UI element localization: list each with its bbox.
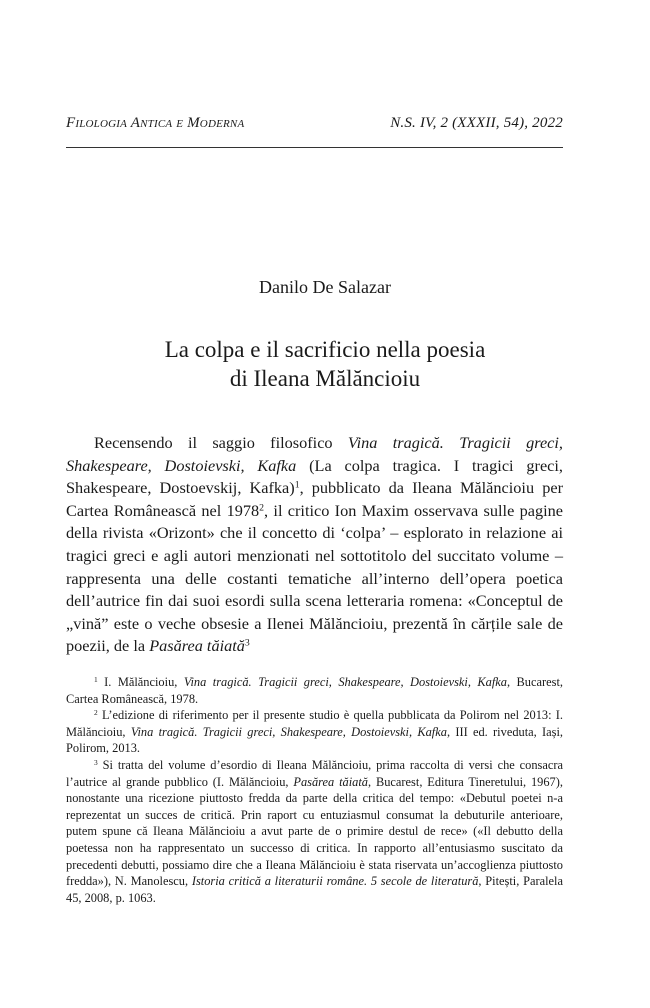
- footnote-italic: Vina tragică. Tragicii greci, Shakespeare, Dostoievski, Kafka: [183, 675, 507, 689]
- body-italic-title: Pasărea tăiată: [149, 636, 245, 656]
- footnotes: [66, 674, 563, 906]
- body-text-run: , pubblicato da Ileana Mălăncioiu per Cartea Românească nel 1978: [66, 478, 563, 520]
- footnote-ref-2[interactable]: 2: [259, 502, 265, 514]
- footnote-text: , Bucarest, Cartea Românească, 1978.: [66, 675, 563, 706]
- footnote-2: [66, 707, 563, 757]
- issue-info: N.S. IV, 2 (XXXII, 54), 2022: [390, 115, 563, 131]
- footnote-number: 3: [94, 757, 98, 767]
- footnote-number: 1: [94, 674, 98, 684]
- footnote-text: , III ed. riveduta, Iași, Polirom, 2013.: [66, 724, 564, 756]
- article-title: [0, 335, 650, 393]
- footnote-italic: Pasărea tăiată: [293, 774, 368, 789]
- footnote-text: Si tratta del volume d’esordio di Ileana Mălăncioiu, prima raccolta di versi che consacra l’autrice al grande pubblico (I. Mălăncioiu,: [66, 757, 563, 789]
- body-text: [66, 432, 563, 658]
- body-text-run: , il critico Ion Maxim osservava sulle pagine della rivista «Orizont» che il concetto di ‘colpa’ – esplorato in relazione ai tragici greci e agli autori menzionati nel sottotitolo del succitato volume – rappresenta una delle costanti tematiche all’interno dell’opera poetica dell’autrice fin dai suoi esordi sulla scena letteraria romena: «Conceptul de „vină” este o veche obsesie a Ilenei Mălăncioiu, prezentă în cărțile sale de poezii, de la: [66, 500, 564, 656]
- footnote-number: 2: [94, 708, 98, 718]
- footnote-text: , Bucarest, Editura Tineretului, 1967), nonostante una ricezione piuttosto fredda da parte della critica del tempo: «Debutul poetei n-a reprezentat un succes de critică. Prin raport cu entuziasmul consumat la debuturile anterioare, putem spune că Ileana Mălăncioiu a avut parte de o primire destul de rece» («Il debutto della poetessa non ha rappresentato un successo di critica. In rapporto all’entusiasmo suscitato da precedenti debutti, possiamo dire che a Ileana Mălăncioiu è stata riservata un’accoglienza piuttosto fredda»), N. Manolescu,: [66, 774, 563, 889]
- footnote-text: , Pitești, Paralela 45, 2008, p. 1063.: [66, 874, 563, 905]
- footnote-text: I. Mălăncioiu,: [97, 675, 184, 689]
- footnote-text: L’edizione di riferimento per il presente studio è quella pubblicata da Polirom nel 2013: I. Mălăncioiu,: [66, 708, 563, 739]
- footnote-ref-3[interactable]: 3: [244, 637, 250, 649]
- body-text-run: (La colpa tragica. I tragici greci, Shakespeare, Dostoevskij, Kafka): [66, 455, 563, 498]
- article-author: Danilo De Salazar: [259, 277, 391, 297]
- title-line-1: La colpa e il sacrificio nella poesia: [164, 337, 486, 362]
- body-paragraph: [66, 432, 563, 658]
- footnote-3: [66, 757, 563, 906]
- footnote-italic: Istoria critică a literaturii române. 5 secole de literatură: [191, 874, 479, 889]
- footnote-italic: Vina tragică. Tragicii greci, Shakespeare, Dostoievski, Kafka: [130, 724, 447, 739]
- body-text-run: Recensendo il saggio filosofico: [94, 433, 348, 452]
- title-line-2: di Ileana Mălăncioiu: [229, 366, 421, 391]
- body-italic-title: Vina tragică. Tragicii greci, Shakespeare, Dostoievski, Kafka: [66, 433, 563, 475]
- footnote-ref-1[interactable]: 1: [294, 479, 300, 491]
- header-rule: [66, 147, 563, 148]
- footnote-1: [66, 674, 563, 707]
- journal-name: Filologia Antica e Moderna: [66, 115, 245, 131]
